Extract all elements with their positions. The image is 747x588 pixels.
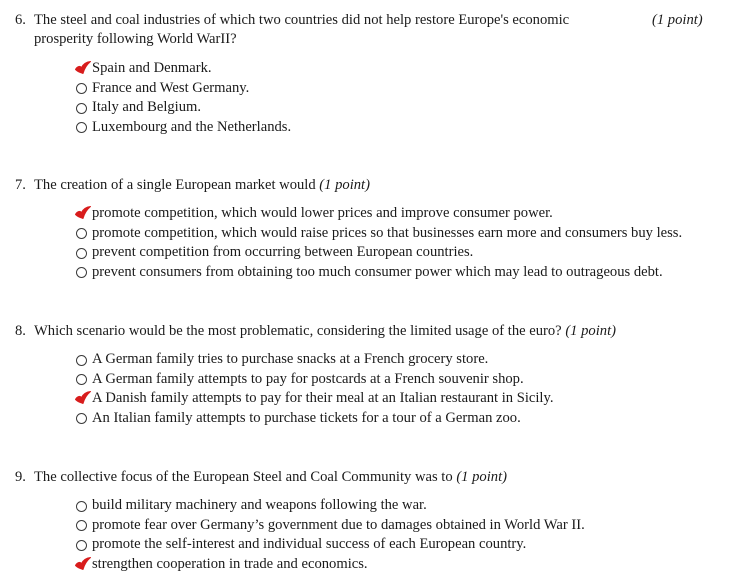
radio-button[interactable] xyxy=(76,355,87,366)
question-text xyxy=(34,176,370,195)
radio-button[interactable] xyxy=(76,374,87,385)
radio-button[interactable] xyxy=(76,103,87,114)
question-number: 9. xyxy=(15,469,26,485)
radio-button[interactable] xyxy=(76,248,87,259)
answer-label: promote competition, which would raise prices so that businesses earn more and consumers buy less. xyxy=(92,224,683,241)
selected-check-mark-icon[interactable] xyxy=(74,390,92,406)
question-points: (1 point) xyxy=(652,12,703,28)
selected-check-mark-icon[interactable] xyxy=(74,556,92,572)
answer-label: A German family tries to purchase snacks at a French grocery store. xyxy=(92,351,489,367)
answer-label: promote the self-interest and individual success of each European country. xyxy=(92,536,527,552)
question-text-body: Which scenario would be the most problematic, considering the limited usage of the euro? xyxy=(34,323,562,339)
question-text xyxy=(34,322,616,341)
answer-label: A German family attempts to pay for postcards at a French souvenir shop. xyxy=(92,370,524,387)
question-number: 6. xyxy=(15,12,26,28)
answer-label: promote competition, which would lower prices and improve consumer power. xyxy=(92,205,553,221)
answer-label: France and West Germany. xyxy=(92,79,250,96)
answer-label: prevent competition from occurring between European countries. xyxy=(92,244,474,260)
radio-button[interactable] xyxy=(76,83,87,94)
question-text xyxy=(34,468,507,487)
answer-label: promote fear over Germany’s government due to damages obtained in World War II. xyxy=(92,516,585,533)
question-number: 7. xyxy=(15,177,26,193)
radio-button[interactable] xyxy=(76,267,87,278)
answer-label: build military machinery and weapons following the war. xyxy=(92,497,427,513)
question-number: 8. xyxy=(15,323,26,339)
answer-label: A Danish family attempts to pay for their meal at an Italian restaurant in Sicily. xyxy=(92,390,554,406)
answer-label: Italy and Belgium. xyxy=(92,99,202,115)
answer-label: prevent consumers from obtaining too much consumer power which may lead to outrageous debt. xyxy=(92,263,663,280)
question-points: (1 point) xyxy=(565,323,616,339)
question-text-body: The creation of a single European market would xyxy=(34,177,316,193)
question-points: (1 point) xyxy=(319,177,370,193)
radio-button[interactable] xyxy=(76,501,87,512)
radio-button[interactable] xyxy=(76,413,87,424)
selected-check-mark-icon[interactable] xyxy=(74,205,92,221)
answer-label: strengthen cooperation in trade and economics. xyxy=(92,555,368,572)
selected-check-mark-icon[interactable] xyxy=(74,60,92,76)
radio-button[interactable] xyxy=(76,540,87,551)
radio-button[interactable] xyxy=(76,520,87,531)
question-text-body: The collective focus of the European Steel and Coal Community was to xyxy=(34,469,453,485)
question-text: The steel and coal industries of which two countries did not help restore Europe's economic prosperity following World WarII? xyxy=(34,12,570,47)
answer-label: Luxembourg and the Netherlands. xyxy=(92,118,292,135)
radio-button[interactable] xyxy=(76,122,87,133)
radio-button[interactable] xyxy=(76,228,87,239)
question-points: (1 point) xyxy=(456,469,507,485)
answer-label: Spain and Denmark. xyxy=(92,60,212,76)
answer-label: An Italian family attempts to purchase tickets for a tour of a German zoo. xyxy=(92,409,521,426)
